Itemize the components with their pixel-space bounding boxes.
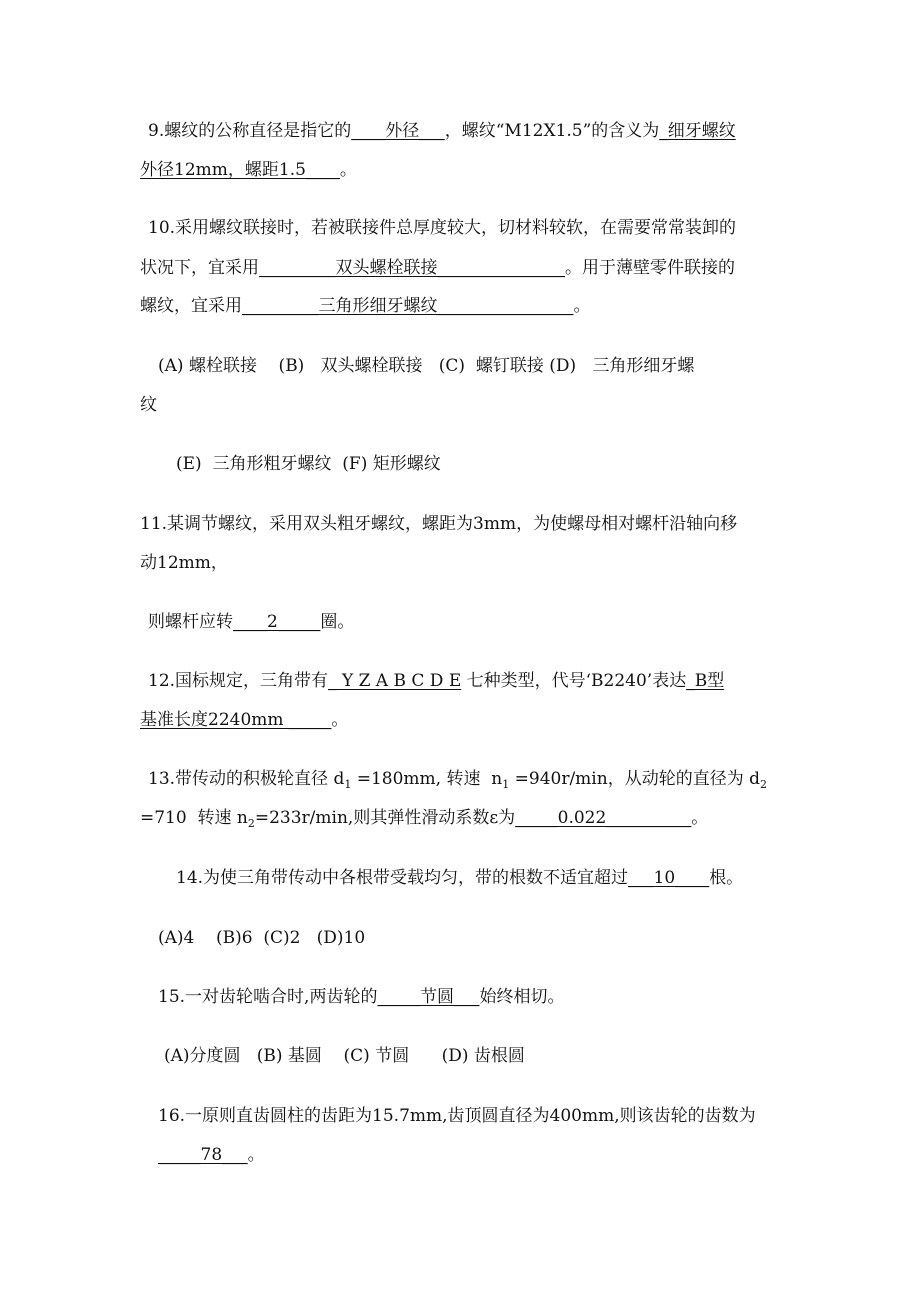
question-10-line-3 [140,295,591,317]
question-10-options-cont: 纹 [140,395,157,415]
question-11-line-2: 动12mm， [140,553,228,573]
answer-blank-outer-diameter: ____外径___ [351,121,445,141]
answer-blank-belt-count: ___10____ [628,868,710,888]
subscript: 2 [247,817,255,830]
punctuation: 。 [339,160,357,180]
question-10-line-2 [140,257,735,279]
question-13-text: =233r/min,则其弹性滑动系数ε为 [254,808,516,828]
question-11-line-1: 11.某调节螺纹，采用双头粗牙螺纹，螺距为3mm，为使螺母相对螺杆沿轴向移 [140,514,738,534]
answer-blank-turns: ____2_____ [233,612,321,632]
answer-blank-slip-coefficient: _____0.022__________ [515,808,692,828]
question-15-text: 始终相切。 [479,987,565,1007]
question-14-text: 14.为使三角带传动中各根带受载均匀，带的根数不适宜超过 [176,868,629,888]
answer-blank-tooth-count: _____78___ [158,1145,248,1165]
question-16-line-2 [158,1144,265,1166]
question-13-text: =940r/min，从动轮的直径为 d [509,769,760,789]
question-14-text: 根。 [709,868,744,888]
question-13-text: =180mm, 转速 n [351,769,503,789]
question-11-line-3 [148,611,354,633]
question-11-text: 则螺杆应转 [148,612,233,632]
question-14-options: (A)4 (B)6 (C)2 (D)10 [158,928,366,948]
punctuation: 。 [331,710,349,730]
subscript: 1 [502,778,510,791]
question-12-text: 12.国标规定，三角带有 [148,671,329,691]
question-12-line-2 [140,709,348,731]
question-11-text: 圈。 [320,612,355,632]
punctuation: 。 [573,296,591,316]
question-10-text: 状况下，宜采用 [140,258,259,278]
question-9-line-2 [140,159,357,181]
question-15-line-1 [158,986,564,1008]
question-13-text: =710 转速 n [140,808,248,828]
subscript: 1 [344,778,352,791]
punctuation: 。 [247,1145,265,1165]
question-14-line-1 [176,867,743,889]
answer-blank-pitch-circle: _____节圆___ [377,987,480,1007]
question-9-line-1 [148,120,736,142]
question-10-text: 螺纹，宜采用 [140,296,242,316]
question-15-text: 15.一对齿轮啮合时,两齿轮的 [158,987,378,1007]
question-12-text: 七种类型，代号‘B2240’表达 [461,671,687,691]
question-12-line-1 [148,670,724,692]
question-10-options: (A) 螺栓联接 (B) 双头螺栓联接 (C) 螺钉联接 (D) 三角形细牙螺 [158,356,695,376]
answer-blank-b-type-cont: 基准长度2240mm _____ [140,710,332,730]
answer-blank-fine-thread-cont: 外径12mm，螺距1.5____ [140,160,340,180]
question-10-options-2: (E) 三角形粗牙螺纹 (F) 矩形螺纹 [176,454,441,474]
question-10-text: 。用于薄壁零件联接的 [565,258,735,278]
answer-blank-belt-types: _ Y Z A B C D E [328,671,462,691]
answer-blank-b-type: _B型 [686,671,725,691]
question-16-line-1: 16.一原则直齿圆柱的齿距为15.7mm,齿顶圆直径为400mm,则该齿轮的齿数为 [158,1106,756,1126]
question-10-line-1: 10.采用螺纹联接时，若被联接件总厚度较大，切材料较软，在需要常常装卸的 [148,218,737,238]
question-13-text: 13.带传动的积极轮直径 d [148,769,345,789]
question-13-line-2 [140,807,708,829]
punctuation: 。 [691,808,709,828]
question-13-line-1 [148,768,767,790]
question-9-text: ，螺纹“M12X1.5”的含义为 [444,121,660,141]
answer-blank-fine-triangle: _________三角形细牙螺纹________________ [242,296,574,316]
answer-blank-fine-thread: _细牙螺纹 [659,121,736,141]
answer-blank-double-stud: _________双头螺栓联接_______________ [259,258,565,278]
subscript: 2 [759,778,767,791]
question-9-text: 9.螺纹的公称直径是指它的 [148,121,352,141]
question-15-options: (A)分度圆 (B) 基圆 (C) 节圆 (D) 齿根圆 [164,1046,525,1066]
